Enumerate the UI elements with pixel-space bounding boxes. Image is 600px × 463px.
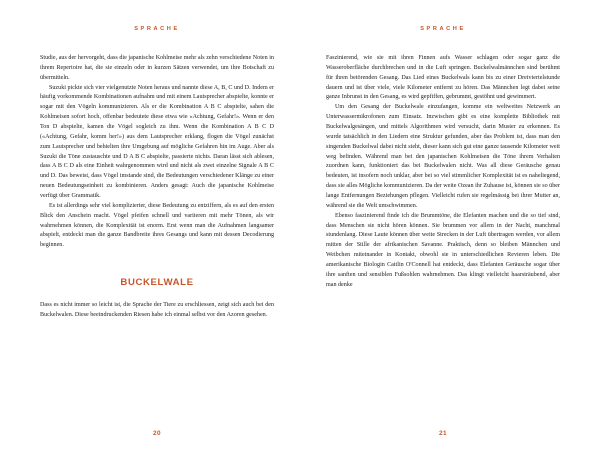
right-page [300,0,600,463]
paragraph: Ebenso faszinierend finde ich die Brummtöne, die Elefanten machen und die so tief sind, dass Menschen sie nicht hören können. Sie brummen vor allem in der Nacht, manchmal stundenlang. Diese Laute können über weite Strecken in der Luft übertragen werden, vor allem mitten der Stille der afrikanischen Savanne. Praktisch, denn so bleiben Männchen und Weibchen miteinander in Kontakt, obwohl sie in unterschiedlichen Revieren leben. Die amerikanische Biologin Caitlin O'Connell hat entdeckt, dass Elefanten Geräusche sogar über ihre sanften und sensiblen Fußsohlen wahrnehmen. Das klingt vielleicht haarsträubend, aber man denke [326,212,560,288]
paragraph: Suzuki pickte sich vier vielgenutzte Noten heraus und nannte diese A, B, C und D. Indem er häufig vorkommende Kombinationen aufnahm und mit einem Lautsprecher abspielte, konnte er sogar mit den Vögeln kommunizieren. Als er die Kombination A B C abspielte, sahen die Kohlmeisen sofort hoch, offenbar bedeutete diese etwa wie «Achtung, Gefahr!». Wenn er den Ton D abspielte, kamen die Vögel sogleich zu ihm. Wenn die Kombination A B C D («Achtung, Gefahr, komm her!») aus dem Lautsprecher erklang, flogen die Vögel zunächst zum Lautsprecher und behielten ihre Umgebung auf mögliche Gefahren hin im Auge. Aber als Suzuki die Töne zustauschte und D A B C abspielte, passierte nichts. Daran lässt sich ablesen, dass A B C D als eine Einheit wahrgenommen wird und nicht als zwei einzelne Signale A B C und D. Das beweist, dass Vögel imstande sind, die Bedeutungen verschiedener Klänge zu einer neuen Bedeutungseinheit zu kombinieren. Anders gesagt: Auch die japanische Kohlmeise verfügt über Grammatik. [40,84,274,200]
left-page-chapter-body [40,301,274,321]
running-head-left: SPRACHE [134,26,180,32]
chapter-title: BUCKELWALE [120,277,194,289]
page-number-left: 20 [152,430,162,437]
paragraph: Es ist allerdings sehr viel komplizierter, diese Bedeutung zu entziffern, als es auf den ersten Blick den Anschein macht. Vögel pfeifen schnell und variieren mit mehr Tönen, als wir wahrnehmen können, die Komplexität ist enorm. Erst wenn man die Aufnahmen langsamer abspielt, entdeckt man die ganze Bandbreite ihres Gesangs und kann mit dessen Decodierung beginnen. [40,202,274,249]
right-page-body [326,54,560,291]
paragraph: Dass es nicht immer so leicht ist, die Sprache der Tiere zu erschliessen, zeigt sich auch bei den Buckelwalen. Diese beeindruckenden Riesen habe ich einmal selbst vor den Azoren gesehen. [40,302,274,319]
page-number-right: 21 [438,430,448,437]
running-head-right: SPRACHE [420,26,466,32]
paragraph: Um den Gesang der Buckelwale einzufangen, komme ein weltweites Netzwerk an Unterwassermikrofonen zum Einsatz. Inzwischen gibt es eine komplette Bibliothek mit Buckelwalgesängen, und mittels Algorithmen wird versucht, darin Muster zu erkennen. Es wurde tatsächlich in den Liedern eine Struktur gefunden, aber das Problem ist, dass man den singenden Buckelwal dabei nicht sieht, dieser kann sich gut eine ganze tausende Kilometer weit weg befinden. Während man bei den japanischen Kohlmeisen die Töne ihrem Verhalten zuordnen kann, funktioniert das bei Buckelwalen nicht. Was all diese Geräusche genau bedeuten, ist insofern noch unklar, aber bei so viel stimmlicher Komplexität ist es naheliegend, dass sie alles Mögliche kommunizieren. Da der weite Ozean ihr Zuhause ist, können sie so über lange Entfernungen Beziehungen pflegen. Vielleicht rufen sie regelmässig bei ihrer Mutter an, während sie die Welt umschwimmen. [326,104,560,209]
left-page-body [40,54,274,251]
paragraph: Studie, aus der hervorgeht, dass die japanische Kohlmeise mehr als zehn verschiedene Noten in ihrem Repertoire hat, die sie einzeln oder in kurzen Sätzen verwendet, um ihre Botschaft zu übermitteln. [40,55,274,81]
paragraph: Faszinierend, wie sie mit ihren Finnen aufs Wasser schlagen oder sogar ganz die Wasseroberfläche durchbrechen und in die Luft springen. Buckelwalmännchen sind berühmt für ihren betörenden Gesang. Das Lied eines Buckelwals kann bis zu einer Dreiviertelstunde dauern und ist über viele, viele Kilometer entfernt zu hören. Das Männchen legt dabei seine ganze Inbrunst in den Gesang, es wird gepfiffen, gebrummt, gestöhnt und gewimmert. [326,55,560,101]
